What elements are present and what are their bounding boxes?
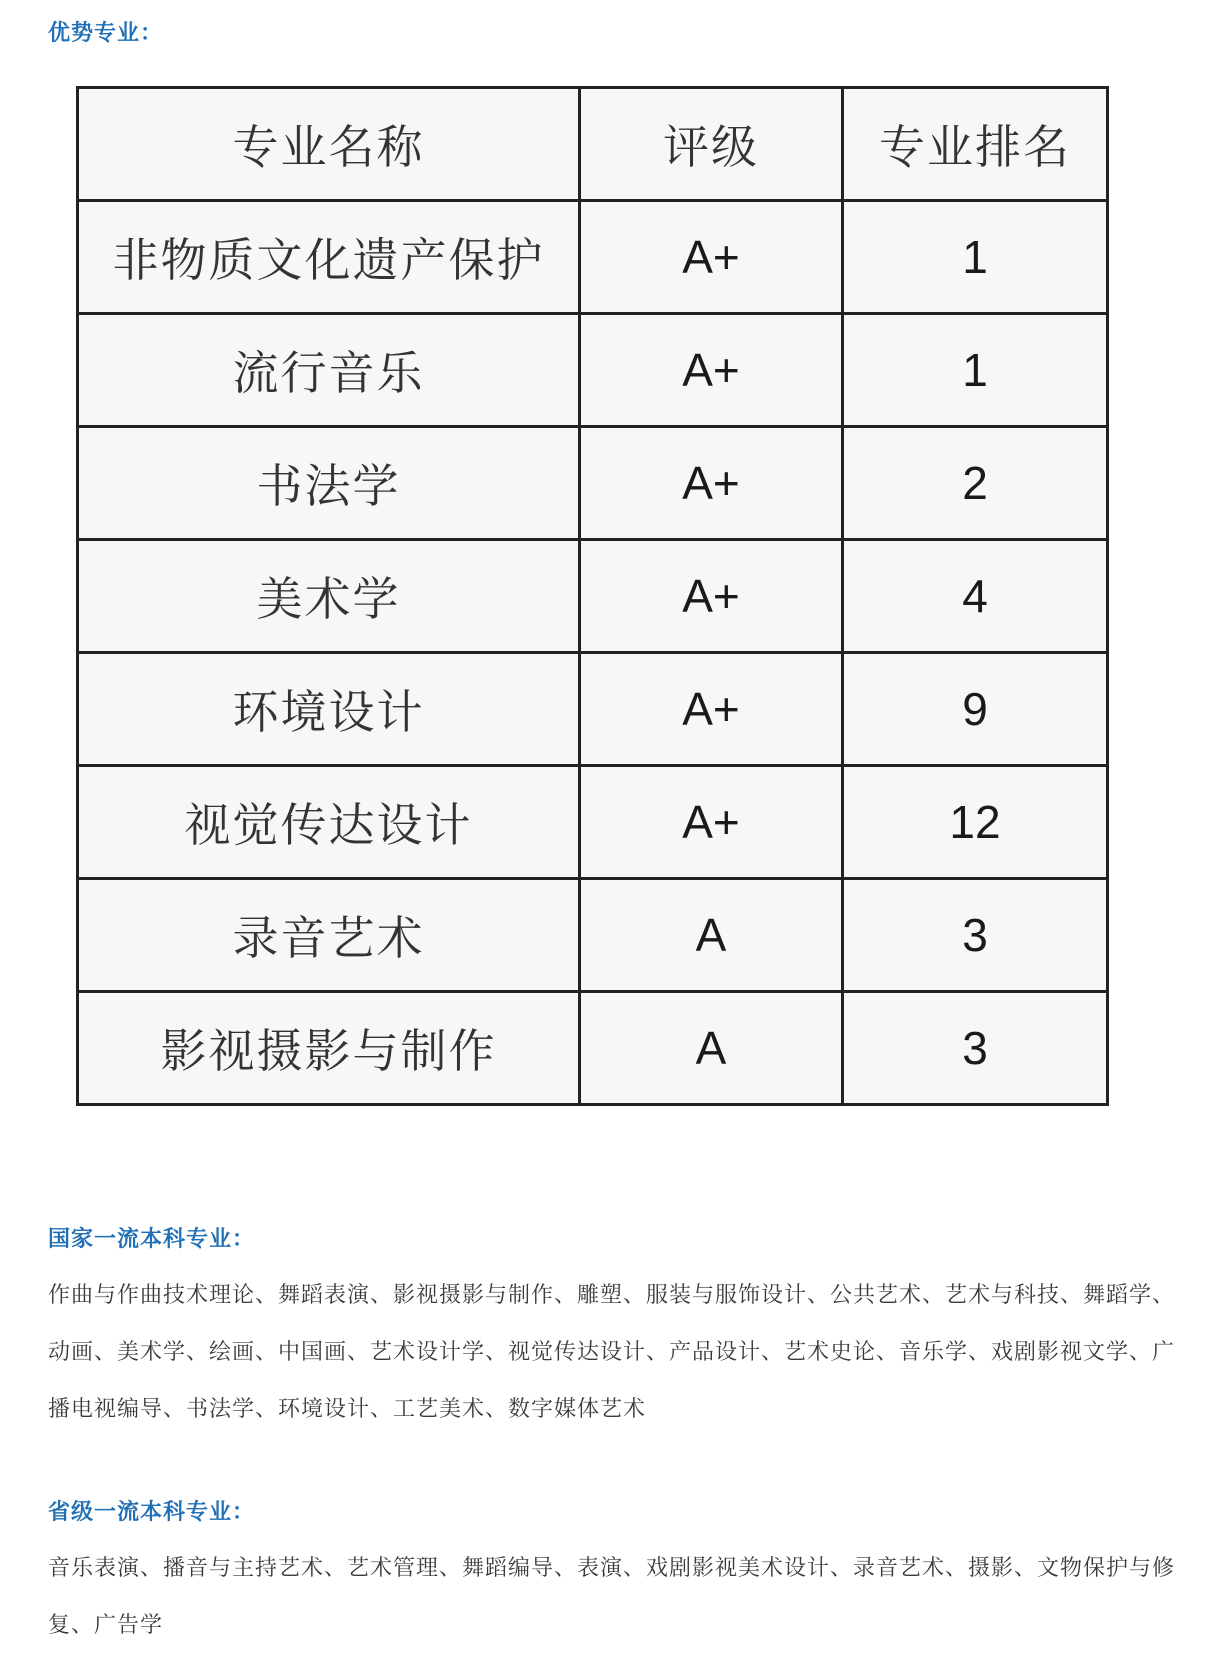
major-name-cell: 影视摄影与制作 [78, 992, 580, 1105]
provincial-first-class-list: 音乐表演、播音与主持艺术、艺术管理、舞蹈编导、表演、戏剧影视美术设计、录音艺术、摄影、文物保护与修复、广告学 [48, 1556, 1176, 1638]
major-name-cell: 美术学 [78, 540, 580, 653]
table-row [78, 766, 1108, 879]
grade-cell: A+ [580, 766, 843, 879]
table-row [78, 879, 1108, 992]
grade-cell: A+ [580, 540, 843, 653]
table-row [78, 427, 1108, 540]
majors-ranking-table [76, 86, 1109, 1106]
rank-cell: 9 [843, 653, 1108, 766]
rank-cell: 4 [843, 540, 1108, 653]
rank-cell: 3 [843, 879, 1108, 992]
grade-cell: A+ [580, 314, 843, 427]
header-rank: 专业排名 [843, 88, 1108, 201]
table-row [78, 992, 1108, 1105]
rank-cell: 12 [843, 766, 1108, 879]
rank-cell: 3 [843, 992, 1108, 1105]
national-first-class-list: 作曲与作曲技术理论、舞蹈表演、影视摄影与制作、雕塑、服装与服饰设计、公共艺术、艺术与科技、舞蹈学、动画、美术学、绘画、中国画、艺术设计学、视觉传达设计、产品设计、艺术史论、音乐学、戏剧影视文学、广播电视编导、书法学、环境设计、工艺美术、数字媒体艺术 [48, 1283, 1176, 1422]
table-row [78, 314, 1108, 427]
table-row [78, 201, 1108, 314]
major-name-cell: 非物质文化遗产保护 [78, 201, 580, 314]
rank-cell: 2 [843, 427, 1108, 540]
table-row [78, 540, 1108, 653]
provincial-first-class-heading: 省级一流本科专业： [48, 1500, 256, 1525]
header-major-name: 专业名称 [78, 88, 580, 201]
major-name-cell: 环境设计 [78, 653, 580, 766]
major-name-cell: 视觉传达设计 [78, 766, 580, 879]
grade-cell: A [580, 992, 843, 1105]
grade-cell: A+ [580, 653, 843, 766]
major-name-cell: 录音艺术 [78, 879, 580, 992]
table-row [78, 653, 1108, 766]
grade-cell: A+ [580, 201, 843, 314]
national-first-class-heading: 国家一流本科专业： [48, 1227, 256, 1252]
table-header-row [78, 88, 1108, 201]
advantage-majors-heading: 优势专业： [48, 21, 164, 46]
rank-cell: 1 [843, 314, 1108, 427]
grade-cell: A [580, 879, 843, 992]
rank-cell: 1 [843, 201, 1108, 314]
grade-cell: A+ [580, 427, 843, 540]
header-grade: 评级 [580, 88, 843, 201]
major-name-cell: 流行音乐 [78, 314, 580, 427]
major-name-cell: 书法学 [78, 427, 580, 540]
